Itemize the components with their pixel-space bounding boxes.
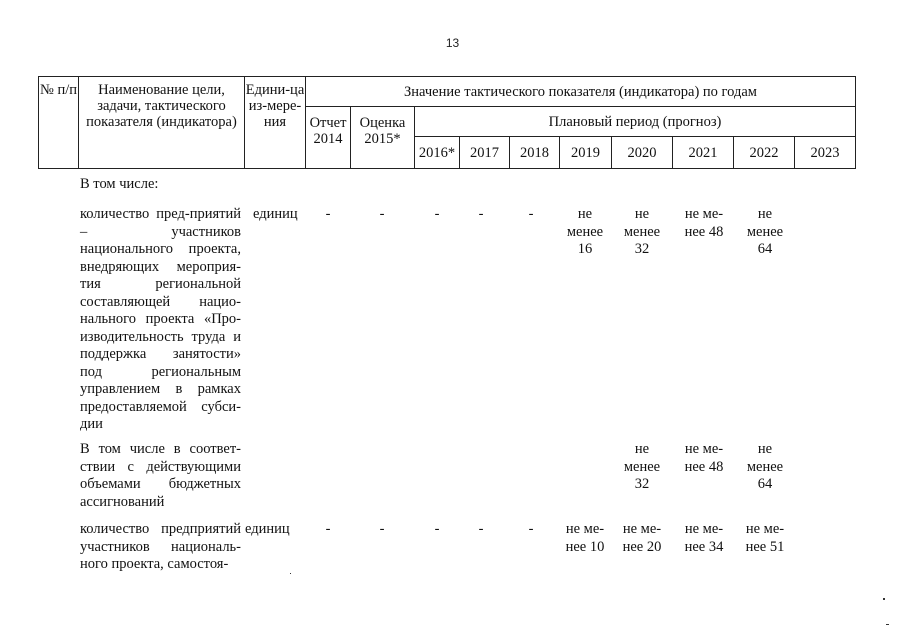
value-2015: - (379, 521, 385, 537)
value-2019: не ме-нее 10 (565, 521, 605, 555)
col-header-values: Значение тактического показателя (индикатора) по годам (306, 77, 856, 107)
col-header-unit: Едини-ца из-мере-ния (245, 77, 306, 169)
value-2019: не менее 16 (566, 206, 604, 257)
indicator-name: количество предприятий участников националь-ного проекта, самостоя- (80, 521, 241, 572)
value-2020: не менее 32 (623, 206, 661, 257)
col-header-estimate: Оценка 2015* (351, 107, 415, 169)
value-2017: - (478, 521, 484, 537)
year-header: 2019 (560, 137, 612, 169)
value-2015: - (379, 206, 385, 222)
value-2021: не ме-нее 48 (684, 441, 724, 475)
value-2022: не менее 64 (746, 206, 784, 257)
year-header: 2021 (673, 137, 734, 169)
col-header-plan-period: Плановый период (прогноз) (415, 107, 856, 137)
unit-value: единиц (253, 206, 298, 222)
value-2020: не ме-нее 20 (622, 521, 662, 555)
value-2018: - (528, 521, 534, 537)
value-2021: не ме-нее 34 (684, 521, 724, 555)
value-2016: - (434, 521, 440, 537)
year-header: 2017 (460, 137, 510, 169)
value-2017: - (478, 206, 484, 222)
scan-speck (886, 624, 889, 625)
unit-value: единиц (245, 521, 290, 537)
year-header: 2020 (612, 137, 673, 169)
indicator-table-header (38, 76, 856, 169)
year-header: 2016* (415, 137, 460, 169)
page-number: 13 (445, 36, 460, 50)
indicator-name: В том числе в соответ-ствии с действующими объемами бюджетных ассигнований (80, 441, 241, 510)
year-header: 2023 (795, 137, 856, 169)
value-2018: - (528, 206, 534, 222)
value-2021: не ме-нее 48 (684, 206, 724, 240)
col-header-report: Отчет 2014 (306, 107, 351, 169)
year-header: 2018 (510, 137, 560, 169)
value-2022: не ме-нее 51 (745, 521, 785, 555)
value-2014: - (325, 521, 331, 537)
col-header-num: № п/п (39, 77, 79, 169)
year-header: 2022 (734, 137, 795, 169)
value-2022: не менее 64 (746, 441, 784, 492)
value-2016: - (434, 206, 440, 222)
section-label: В том числе: (80, 176, 159, 192)
scan-speck (883, 598, 885, 600)
indicator-name: количество пред-приятий – участников национального проекта, внедряющих мероприя-тия региональной составляющей нацио-нального проекта «Про-изводительность труда и поддержка занятости» под региональным управлением в рамках предоставляемой субси-дии (80, 206, 241, 432)
value-2014: - (325, 206, 331, 222)
col-header-name: Наименование цели, задачи, тактического показателя (индикатора) (79, 77, 245, 169)
value-2020: не менее 32 (623, 441, 661, 492)
scan-speck (290, 573, 291, 574)
